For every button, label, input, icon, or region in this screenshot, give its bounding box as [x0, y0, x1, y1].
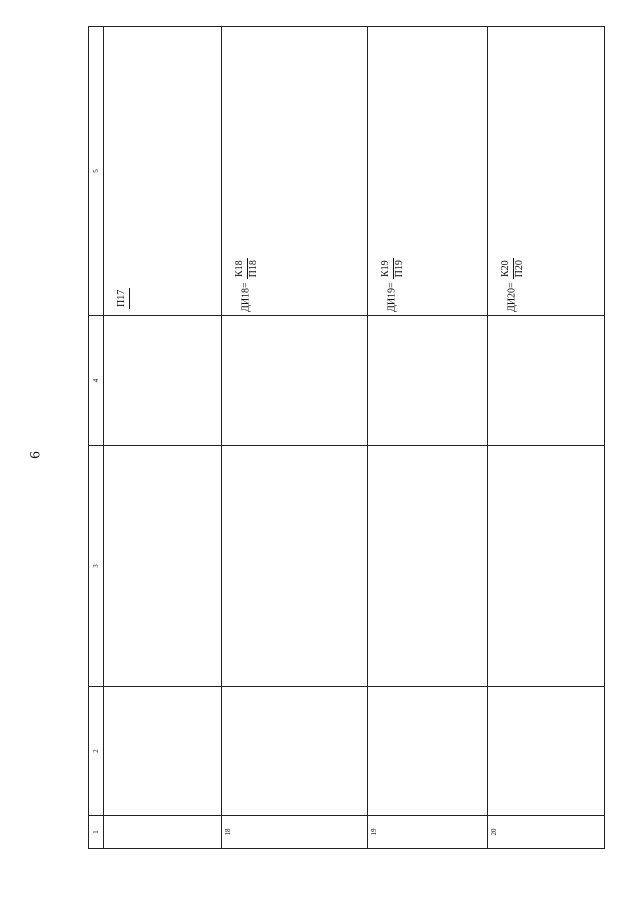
column-header: 4: [89, 316, 104, 446]
formula-cell: [222, 446, 368, 687]
evaluation-formula: [380, 30, 406, 312]
indicator-name-cell: [488, 687, 605, 816]
indicator-name-cell: [222, 687, 368, 816]
formula-cell: [488, 446, 605, 687]
column-header: 3: [89, 446, 104, 687]
fraction-denominator: П18: [247, 260, 259, 278]
evaluation-label: ДИ19=: [386, 282, 398, 312]
table-row: [222, 27, 368, 849]
rotated-table-area: [88, 62, 589, 849]
column-header: 1: [89, 816, 104, 849]
data-source-cell: [104, 316, 222, 446]
evaluation-formula: [116, 30, 130, 312]
indicator-name-cell: [368, 687, 488, 816]
data-source-cell: [368, 316, 488, 446]
fraction-numerator: К18: [234, 258, 248, 279]
fraction-numerator: К20: [500, 258, 514, 279]
indicators-table: [88, 26, 605, 849]
row-number-cell: 19: [368, 816, 488, 849]
table-row: [488, 27, 605, 849]
table-row: [104, 27, 222, 849]
evaluation-cell: [222, 27, 368, 316]
data-source-cell: [488, 316, 605, 446]
row-number-cell: 18: [222, 816, 368, 849]
fraction-numerator: К19: [380, 258, 394, 279]
evaluation-cell: [104, 27, 222, 316]
data-source-cell: [222, 316, 368, 446]
evaluation-formula: [234, 30, 260, 312]
formula-cell: [104, 446, 222, 687]
fraction-denominator: П20: [513, 260, 525, 278]
page-number: 6: [27, 451, 44, 459]
evaluation-cell: [368, 27, 488, 316]
row-number-cell: [104, 816, 222, 849]
fraction: [234, 258, 260, 279]
fraction-denominator: П19: [393, 260, 405, 278]
evaluation-label: ДИ18=: [240, 282, 252, 312]
row-number-cell: 20: [488, 816, 605, 849]
fraction-numerator: П17: [116, 288, 130, 309]
table-body: [104, 27, 605, 849]
evaluation-cell: [488, 27, 605, 316]
fraction: [116, 288, 130, 309]
column-header: 2: [89, 687, 104, 816]
column-header: 5: [89, 27, 104, 316]
evaluation-formula: [500, 30, 526, 312]
evaluation-label: ДИ20=: [506, 282, 518, 312]
fraction: [500, 258, 526, 279]
formula-cell: [368, 446, 488, 687]
table-row: [368, 27, 488, 849]
table-header-row: [89, 27, 104, 849]
fraction: [380, 258, 406, 279]
indicator-name-cell: [104, 687, 222, 816]
